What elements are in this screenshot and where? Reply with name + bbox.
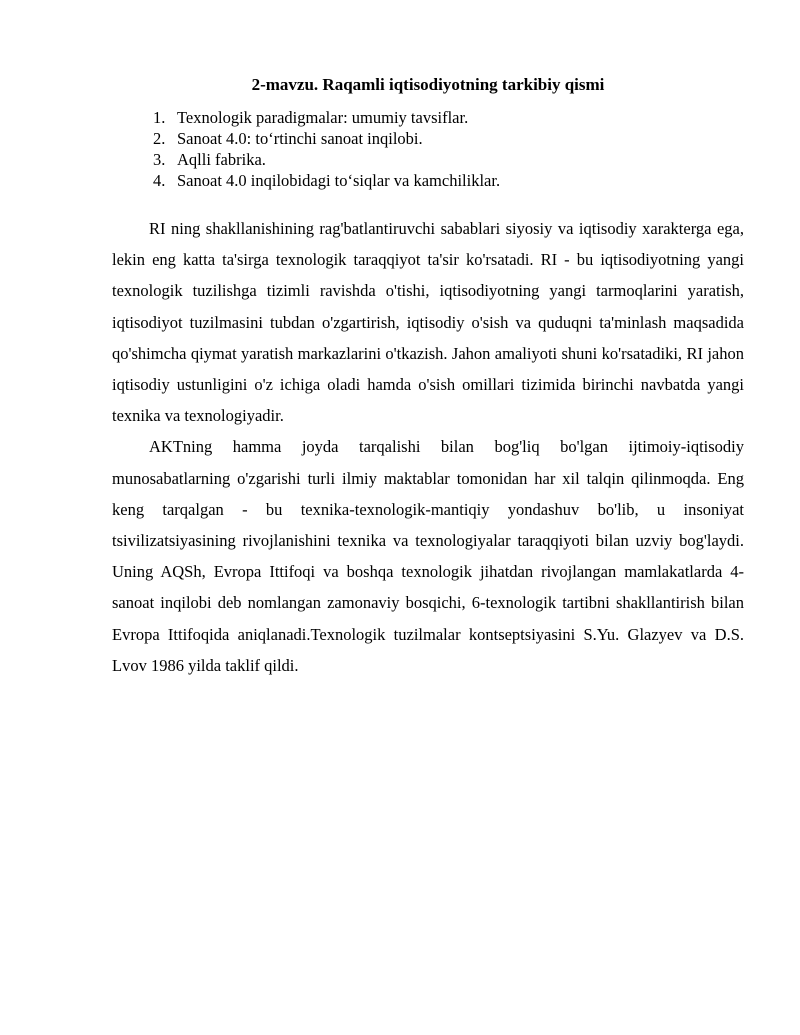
list-item-text: Sanoat 4.0: to‘rtinchi sanoat inqilobi. bbox=[177, 129, 423, 148]
list-item-text: Sanoat 4.0 inqilobidagi to‘siqlar va kamchiliklar. bbox=[177, 171, 501, 190]
list-item-text: Aqlli fabrika. bbox=[177, 150, 266, 169]
list-item-number: 2. bbox=[153, 129, 166, 148]
list-item-number: 4. bbox=[153, 171, 166, 190]
body-text bbox=[112, 213, 744, 681]
paragraph: AKTning hamma joyda tarqalishi bilan bog'liq bo'lgan ijtimoiy-iqtisodiy munosabatlarning o'zgarishi turli ilmiy maktablar tomonidan har xil talqin qilinmoqda. Eng keng tarqalgan - bu texnika-texnologik-mantiqiy yondashuv bo'lib, u insoniyat tsivilizatsiyasining rivojlanishini texnika va texnologiyalar taraqqiyoti bilan uzviy bog'laydi. Uning AQSh, Evropa Ittifoqi va boshqa texnologik jihatdan rivojlangan mamlakatlarda 4-sanoat inqilobi deb nomlangan zamonaviy bosqichi, 6-texnologik tartibni shakllantirish bilan Evropa Ittifoqida aniqlanadi.Texnologik tuzilmalar kontseptsiyasini S.Yu. Glazyev va D.S. Lvov 1986 yilda taklif qildi. bbox=[112, 437, 744, 675]
topic-list bbox=[112, 107, 744, 191]
list-item-number: 3. bbox=[153, 150, 166, 169]
list-item bbox=[112, 149, 744, 170]
list-item bbox=[112, 107, 744, 128]
list-item-text: Texnologik paradigmalar: umumiy tavsiflar. bbox=[177, 108, 469, 127]
list-item bbox=[112, 170, 744, 191]
paragraph: RI ning shakllanishining rag'batlantiruvchi sabablari siyosiy va iqtisodiy xarakterga ega, lekin eng katta ta'sirga texnologik taraqqiyot ta'sir ko'rsatadi. RI - bu iqtisodiyotning yangi texnologik tuzilishga tizimli ravishda o'tishi, iqtisodiyotning yangi tarmoqlarini yaratish, iqtisodiyot tuzilmasini tubdan o'zgartirish, iqtisodiy o'sish va quduqni ta'minlash maqsadida qo'shimcha qiymat yaratish markazlarini o'tkazish. Jahon amaliyoti shuni ko'rsatadiki, RI jahon iqtisodiy ustunligini o'z ichiga oladi hamda o'sish omillari tizimida birinchi navbatda yangi texnika va texnologiyadir. bbox=[112, 219, 744, 426]
list-item-number: 1. bbox=[153, 108, 166, 127]
list-item bbox=[112, 128, 744, 149]
page-title: 2-mavzu. Raqamli iqtisodiyotning tarkibiy qismi bbox=[251, 75, 605, 94]
